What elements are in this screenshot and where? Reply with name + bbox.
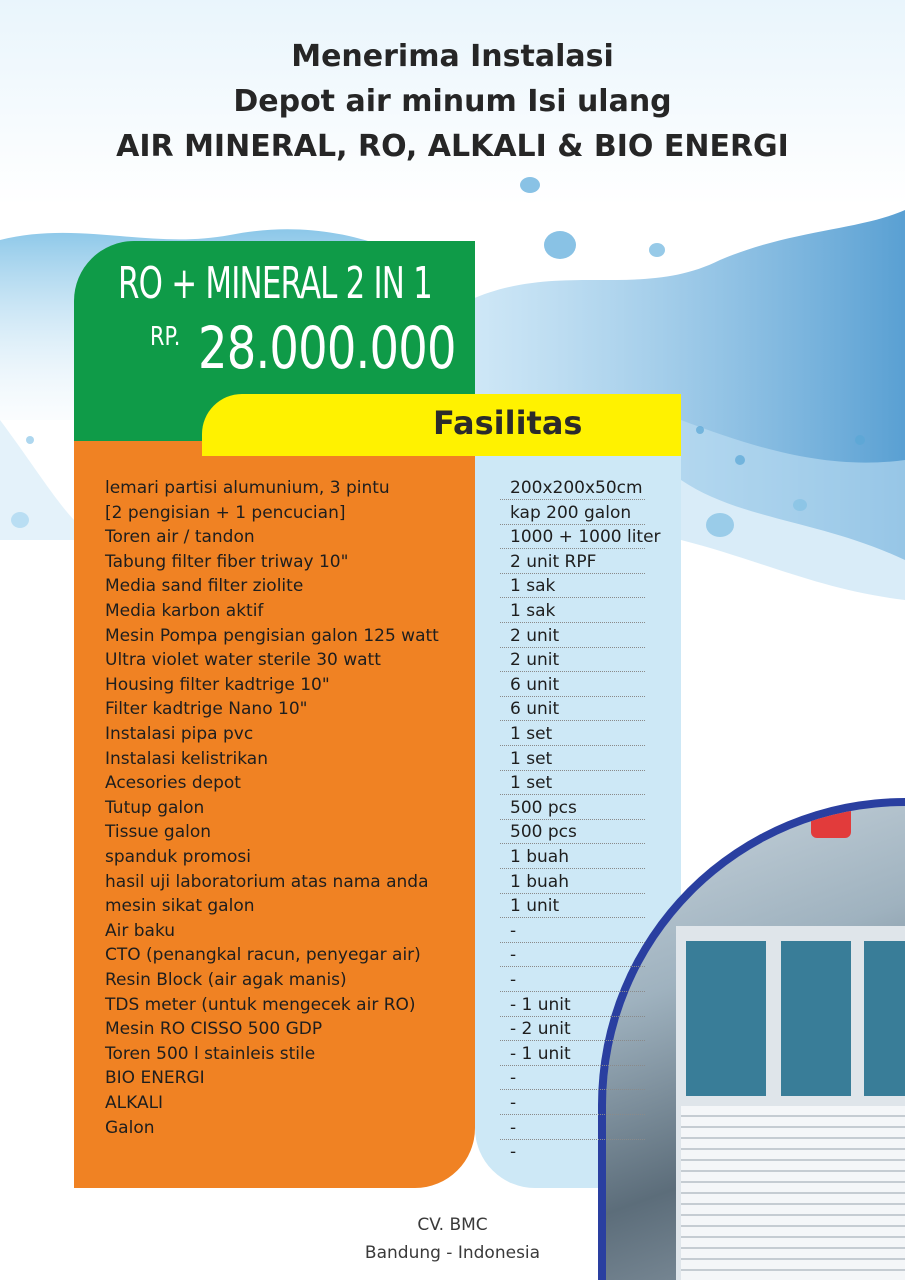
facility-value: - bbox=[510, 1068, 517, 1089]
window-shape bbox=[686, 941, 766, 1096]
company-name: CV. BMC bbox=[417, 1215, 488, 1235]
facility-name: Media karbon aktif bbox=[105, 601, 264, 621]
facility-value: 1 buah bbox=[510, 871, 569, 892]
facility-name: Housing filter kadtrige 10" bbox=[105, 674, 330, 695]
facility-value: 200x200x50cm bbox=[510, 478, 643, 498]
company-location: Bandung - Indonesia bbox=[364, 1243, 541, 1263]
dotted-divider bbox=[500, 720, 645, 721]
facility-name: Galon bbox=[105, 1117, 155, 1138]
facility-name: Media sand filter ziolite bbox=[105, 576, 304, 597]
facility-name: Filter kadtrige Nano 10" bbox=[105, 699, 308, 720]
facility-value: 6 unit bbox=[510, 699, 560, 720]
dotted-divider bbox=[500, 770, 645, 771]
dotted-divider bbox=[500, 671, 645, 672]
facility-name: Tissue galon bbox=[105, 822, 212, 843]
dotted-divider bbox=[500, 893, 645, 894]
facility-name: Tabung filter fiber triway 10" bbox=[105, 551, 349, 572]
headline bbox=[0, 34, 905, 169]
dotted-divider bbox=[500, 524, 645, 525]
facility-value: - bbox=[510, 945, 517, 966]
dotted-divider bbox=[500, 745, 645, 746]
headline-line-3: AIR MINERAL, RO, ALKALI & BIO ENERGI bbox=[116, 129, 789, 164]
package-name: RO + MINERAL 2 IN 1 bbox=[118, 258, 433, 309]
facility-value: - 2 unit bbox=[510, 1019, 571, 1040]
facility-name: Toren air / tandon bbox=[105, 527, 255, 548]
dotted-divider bbox=[500, 597, 645, 598]
facility-name: Instalasi kelistrikan bbox=[105, 748, 268, 769]
facility-value-extra: - bbox=[510, 1142, 517, 1163]
dotted-divider bbox=[500, 917, 645, 918]
facility-name: Ultra violet water sterile 30 watt bbox=[105, 650, 381, 671]
facility-value: 500 pcs bbox=[510, 797, 577, 818]
dotted-divider bbox=[500, 622, 645, 623]
dotted-divider bbox=[500, 942, 645, 943]
facility-name: spanduk promosi bbox=[105, 847, 252, 867]
facility-value: 1 set bbox=[510, 748, 553, 769]
facility-name: Air baku bbox=[105, 920, 176, 941]
facility-value: 6 unit bbox=[510, 674, 560, 695]
facility-value: 1000 + 1000 liter bbox=[510, 527, 661, 548]
price-currency: RP. bbox=[150, 322, 181, 352]
facility-value: 1 buah bbox=[510, 847, 569, 867]
facility-name: hasil uji laboratorium atas nama anda bbox=[105, 871, 429, 892]
dotted-divider bbox=[500, 794, 645, 795]
window-shape bbox=[781, 941, 851, 1096]
facility-value: 500 pcs bbox=[510, 822, 577, 843]
dotted-divider bbox=[500, 1040, 645, 1041]
facility-name: Resin Block (air agak manis) bbox=[105, 970, 347, 990]
dotted-divider bbox=[500, 1065, 645, 1066]
lamp-shape bbox=[811, 806, 851, 838]
facility-name: [2 pengisian + 1 pencucian] bbox=[105, 502, 346, 523]
facility-name: mesin sikat galon bbox=[105, 896, 255, 917]
facility-name: lemari partisi alumunium, 3 pintu bbox=[105, 478, 390, 498]
facility-name: Toren 500 l stainleis stile bbox=[105, 1043, 316, 1064]
facility-value: 1 set bbox=[510, 773, 553, 794]
dotted-divider bbox=[500, 991, 645, 992]
facility-name: Instalasi pipa pvc bbox=[105, 724, 254, 744]
facility-value: 2 unit bbox=[510, 625, 560, 646]
facility-value: 2 unit bbox=[510, 650, 560, 671]
facility-name: TDS meter (untuk mengecek air RO) bbox=[105, 994, 416, 1015]
dotted-divider bbox=[500, 696, 645, 697]
facility-value: kap 200 galon bbox=[510, 502, 632, 523]
facility-value: - bbox=[510, 970, 517, 990]
window-shape bbox=[864, 941, 905, 1096]
facility-value: - 1 unit bbox=[510, 994, 571, 1015]
dotted-divider bbox=[500, 868, 645, 869]
facility-value: 1 unit bbox=[510, 896, 560, 917]
dotted-divider bbox=[500, 499, 645, 500]
facility-name: BIO ENERGI bbox=[105, 1068, 205, 1089]
facility-value: 1 sak bbox=[510, 601, 556, 621]
headline-line-1: Menerima Instalasi bbox=[291, 39, 614, 74]
facilities-title: Fasilitas bbox=[433, 404, 583, 442]
dotted-divider bbox=[500, 647, 645, 648]
dotted-divider bbox=[500, 819, 645, 820]
dotted-divider bbox=[500, 1016, 645, 1017]
package-price: 28.000.000 bbox=[198, 314, 456, 382]
headline-line-2: Depot air minum Isi ulang bbox=[233, 84, 672, 119]
facility-value: - bbox=[510, 920, 517, 941]
facility-value: 1 set bbox=[510, 724, 553, 744]
facility-name: ALKALI bbox=[105, 1093, 164, 1113]
dotted-divider bbox=[500, 1114, 645, 1115]
facility-value: - 1 unit bbox=[510, 1043, 571, 1064]
facility-name: Acesories depot bbox=[105, 773, 241, 794]
dotted-divider bbox=[500, 1139, 645, 1140]
dotted-divider bbox=[500, 573, 645, 574]
facility-value: - bbox=[510, 1117, 517, 1138]
dotted-divider bbox=[500, 1089, 645, 1090]
facility-value: 1 sak bbox=[510, 576, 556, 597]
facility-value: 2 unit RPF bbox=[510, 551, 597, 572]
facility-value: - bbox=[510, 1093, 517, 1113]
dotted-divider bbox=[500, 966, 645, 967]
dotted-divider bbox=[500, 843, 645, 844]
facility-name: Tutup galon bbox=[105, 797, 205, 818]
facility-name: Mesin Pompa pengisian galon 125 watt bbox=[105, 625, 439, 646]
facility-name: Mesin RO CISSO 500 GDP bbox=[105, 1019, 323, 1040]
dotted-divider bbox=[500, 548, 645, 549]
facility-name: CTO (penangkal racun, penyegar air) bbox=[105, 945, 421, 966]
